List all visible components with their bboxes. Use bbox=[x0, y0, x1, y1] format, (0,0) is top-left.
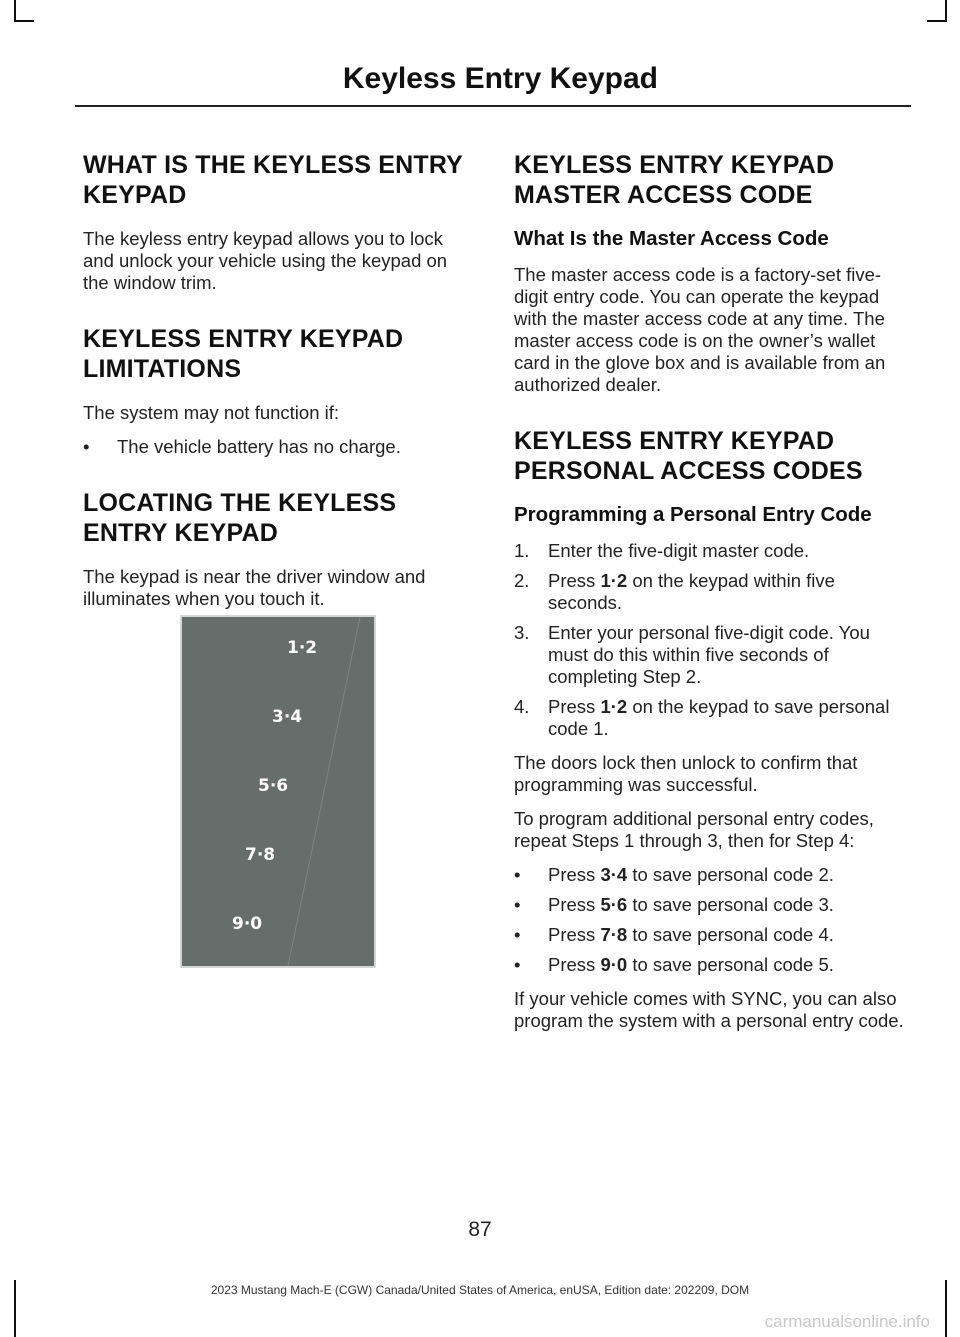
step-item: 4. Press 1·2 on the keypad to save personal code 1. bbox=[514, 696, 890, 739]
list-item: • Press 9·0 to save personal code 5. bbox=[514, 954, 834, 975]
step-item: 2. Press 1·2 on the keypad within five seconds. bbox=[514, 570, 835, 613]
section-heading-locating: LOCATING THE KEYLESS ENTRY KEYPAD bbox=[83, 489, 397, 547]
keypad-key-7-8: 7·8 bbox=[245, 845, 276, 865]
edition-footer: 2023 Mustang Mach-E (CGW) Canada/United States of America, enUSA, Edition date: 202209, DOM bbox=[210, 1283, 750, 1297]
master-code-paragraph: The master access code is a factory-set five-digit entry code. You can operate the keypad with the master access code at any time. The master access code is on the owner’s wallet card in the glove box and is available from an authorized dealer. bbox=[514, 264, 886, 395]
crop-mark bbox=[945, 0, 947, 22]
step-item: 3. Enter your personal five-digit code. You must do this within five seconds of completing Step 2. bbox=[514, 622, 870, 687]
watermark: carmanualsonline.info bbox=[764, 1312, 930, 1331]
section-heading-limitations: KEYLESS ENTRY KEYPAD LIMITATIONS bbox=[83, 325, 404, 383]
list-item: • Press 7·8 to save personal code 4. bbox=[514, 924, 834, 945]
crop-mark bbox=[14, 20, 34, 22]
confirm-paragraph: The doors lock then unlock to confirm that programming was successful. bbox=[514, 752, 858, 795]
additional-codes-list bbox=[514, 864, 910, 976]
list-item: • The vehicle battery has no charge. bbox=[83, 436, 401, 457]
programming-steps bbox=[514, 540, 910, 740]
keypad-illustration bbox=[180, 615, 376, 968]
locating-paragraph: The keypad is near the driver window and illuminates when you touch it. bbox=[83, 566, 426, 609]
page-header-title: Keyless Entry Keypad bbox=[342, 62, 658, 95]
page-number: 87 bbox=[468, 1218, 492, 1241]
keypad-key-3-4: 3·4 bbox=[272, 707, 303, 727]
additional-codes-paragraph: To program additional personal entry codes, repeat Steps 1 through 3, then for Step 4: bbox=[514, 808, 874, 851]
limitations-intro: The system may not function if: bbox=[83, 402, 340, 423]
list-item: • Press 5·6 to save personal code 3. bbox=[514, 894, 834, 915]
step-item: 1. Enter the five-digit master code. bbox=[514, 540, 810, 561]
keypad-key-9-0: 9·0 bbox=[232, 914, 263, 934]
header-divider bbox=[75, 105, 911, 107]
right-column bbox=[514, 150, 910, 1044]
keypad-key-1-2: 1·2 bbox=[287, 638, 318, 658]
crop-mark bbox=[14, 0, 16, 22]
section-heading-personal-codes: KEYLESS ENTRY KEYPAD PERSONAL ACCESS CODES bbox=[514, 427, 863, 485]
limitations-list bbox=[83, 436, 475, 458]
section-heading-what-is: WHAT IS THE KEYLESS ENTRY KEYPAD bbox=[83, 151, 464, 209]
subheading-programming: Programming a Personal Entry Code bbox=[514, 503, 872, 526]
what-is-paragraph: The keyless entry keypad allows you to lock and unlock your vehicle using the keypad on the window trim. bbox=[83, 228, 448, 293]
crop-mark bbox=[927, 20, 947, 22]
list-item: • Press 3·4 to save personal code 2. bbox=[514, 864, 834, 885]
keypad-key-5-6: 5·6 bbox=[258, 776, 289, 796]
subheading-master-code: What Is the Master Access Code bbox=[514, 227, 829, 250]
left-column bbox=[83, 150, 475, 622]
section-heading-master-code: KEYLESS ENTRY KEYPAD MASTER ACCESS CODE bbox=[514, 151, 835, 209]
sync-paragraph: If your vehicle comes with SYNC, you can also program the system with a personal entry code. bbox=[514, 988, 904, 1031]
